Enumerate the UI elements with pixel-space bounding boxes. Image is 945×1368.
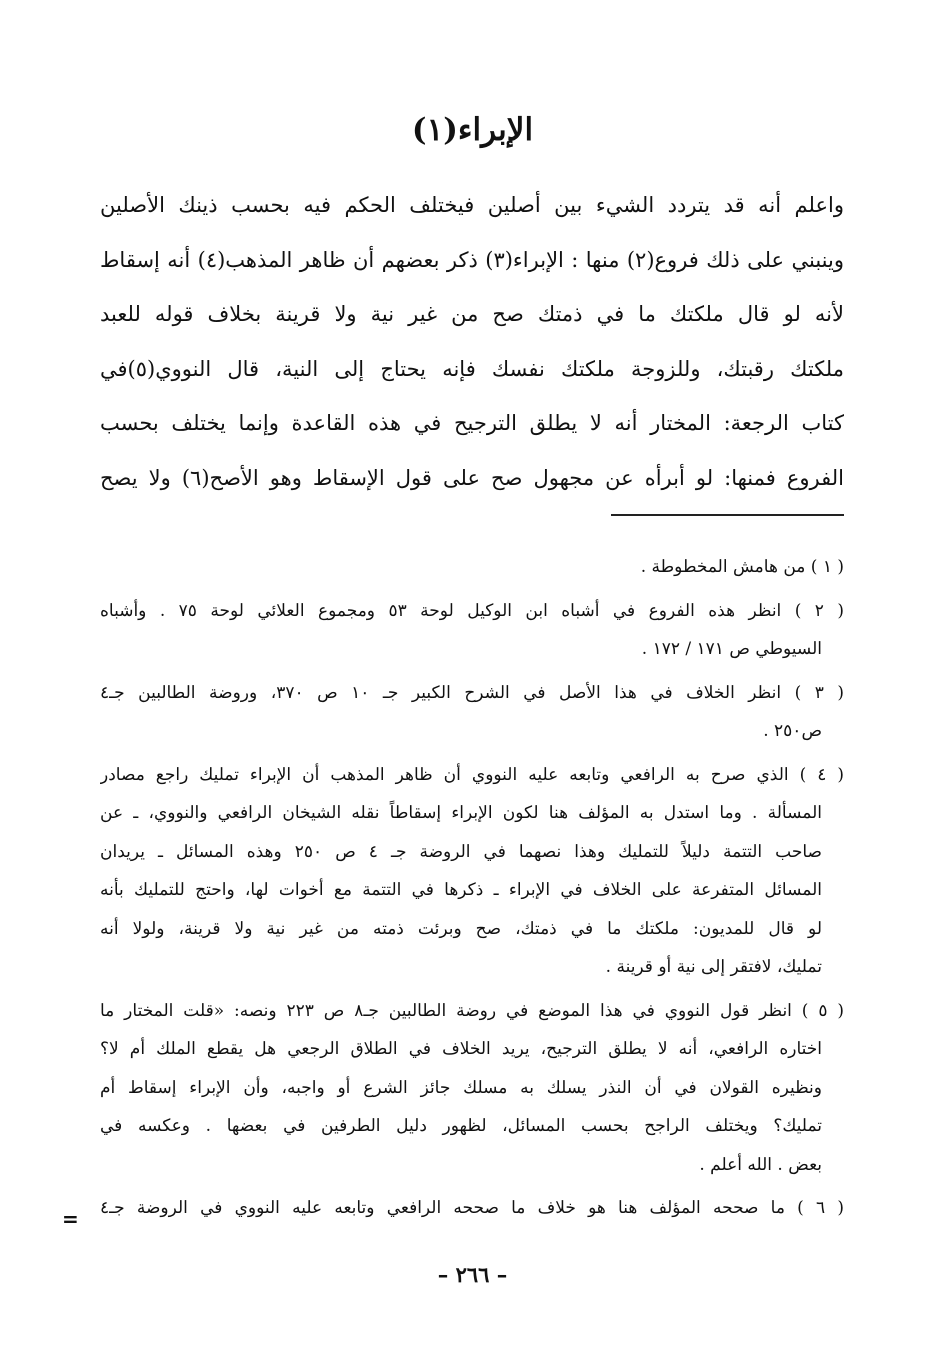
footnote-line: اختاره الرافعي، أنه لا يطلق الترجيح، يريد الخلاف في الطلاق الرجعي هل يقطع الملك أم لا؟ <box>100 1039 822 1059</box>
main-text <box>100 178 844 505</box>
footnote-line: المسألة . وما استدل به المؤلف هنا لكون الإبراء إسقاطاً نقله الشيخان الرافعي والنووي، ـ عن <box>100 803 822 823</box>
footnote-line: صاحب التتمة دليلاً للتمليك وهذا نصهما في الروضة جـ ٤ ص ٢٥٠ وهذه المسائل ـ يريدان <box>100 841 822 862</box>
footnote-2 <box>100 592 844 669</box>
main-text-line: واعلم أنه قد يتردد الشيء بين أصلين فيختلف الحكم فيه بحسب ذينك الأصلين <box>100 193 844 217</box>
main-text-line: الفروع فمنها: لو أبرأه عن مجهول صح على قول الإسقاط وهو الأصح(٦) ولا يصح <box>100 465 844 490</box>
footnote-line: تمليك؟ ويختلف الراجح بحسب المسائل، لظهور دليل الطرفين في بعضها . وعكسه في <box>100 1116 822 1136</box>
footnote-3 <box>100 674 844 751</box>
footnote-1 <box>100 548 844 587</box>
footnote-line: تمليك، لافتقر إلى نية أو قرينة . <box>605 957 822 977</box>
footnote-separator <box>611 514 844 516</box>
footnotes <box>100 548 844 1228</box>
main-text-line: ملكتك رقبتك، وللزوجة ملكتك نفسك فإنه يحتاج إلى النية، قال النووي(٥)في <box>100 356 844 381</box>
footnote-line: ( ٤ ) الذي صرح به الرافعي وتابعه عليه النووي أن ظاهر المذهب أن الإبراء تمليك راجع مصادر <box>100 764 844 785</box>
footnote-line: ( ١ ) من هامش المخطوطة . <box>640 557 844 577</box>
page-number: – ٢٦٦ – <box>437 1262 508 1287</box>
footnote-line: ( ٢ ) انظر هذه الفروع في أشباه ابن الوكيل لوحة ٥٣ ومجموع العلائي لوحة ٧٥ . وأشباه <box>100 600 844 621</box>
footnote-line: لو قال للمديون: ملكتك ما في ذمتك، صح وبرئت ذمته من غير نية ولا قرينة، ولولا أنه <box>100 918 822 939</box>
footnote-line: ( ٦ ) ما صححه المؤلف هنا هو خلاف ما صححه الرافعي وتابعه عليه النووي في الروضة جـ٤ <box>100 1198 844 1218</box>
footnote-line: ( ٣ ) انظر الخلاف في هذا الأصل في الشرح الكبير جـ ١٠ ص ٣٧٠، وروضة الطالبين جـ٤ <box>100 682 844 703</box>
continuation-mark: = <box>62 1207 79 1231</box>
footnote-line: بعض . الله أعلم . <box>699 1154 822 1175</box>
footnote-line: ص٢٥٠ . <box>763 721 822 741</box>
main-text-line: وينبني على ذلك فروع(٢) منها : الإبراء(٣) ذكر بعضهم أن ظاهر المذهب(٤) أنه إسقاط <box>100 247 844 272</box>
footnote-4 <box>100 756 844 987</box>
main-text-line: كتاب الرجعة: المختار أنه لا يطلق الترجيح في هذه القاعدة وإنما يختلف بحسب <box>100 411 844 435</box>
footnote-6 <box>100 1189 844 1228</box>
footnote-line: ( ٥ ) انظر قول النووي في هذا الموضع في روضة الطالبين جـ٨ ص ٢٢٣ ونصه: «قلت المختار ما <box>100 1000 844 1021</box>
footnote-line: السيوطي ص ١٧١ / ١٧٢ . <box>641 639 822 659</box>
section-heading: الإبراء(١) <box>411 112 534 148</box>
footnote-5 <box>100 992 844 1185</box>
main-text-line: لأنه لو قال ملكتك ما في ذمتك صح من غير نية ولا قرينة بخلاف قوله للعبد <box>100 302 844 326</box>
footnote-line: المسائل المتفرعة على الخلاف في الإبراء ـ ذكرها في التتمة مع أخوات لها، واحتج للتمليك بأنه <box>100 880 822 900</box>
footnote-line: ونظيره القولان في أن النذر يسلك به مسلك جائز الشرع أو واجبه، وأن الإبراء إسقاط أم <box>100 1077 822 1098</box>
